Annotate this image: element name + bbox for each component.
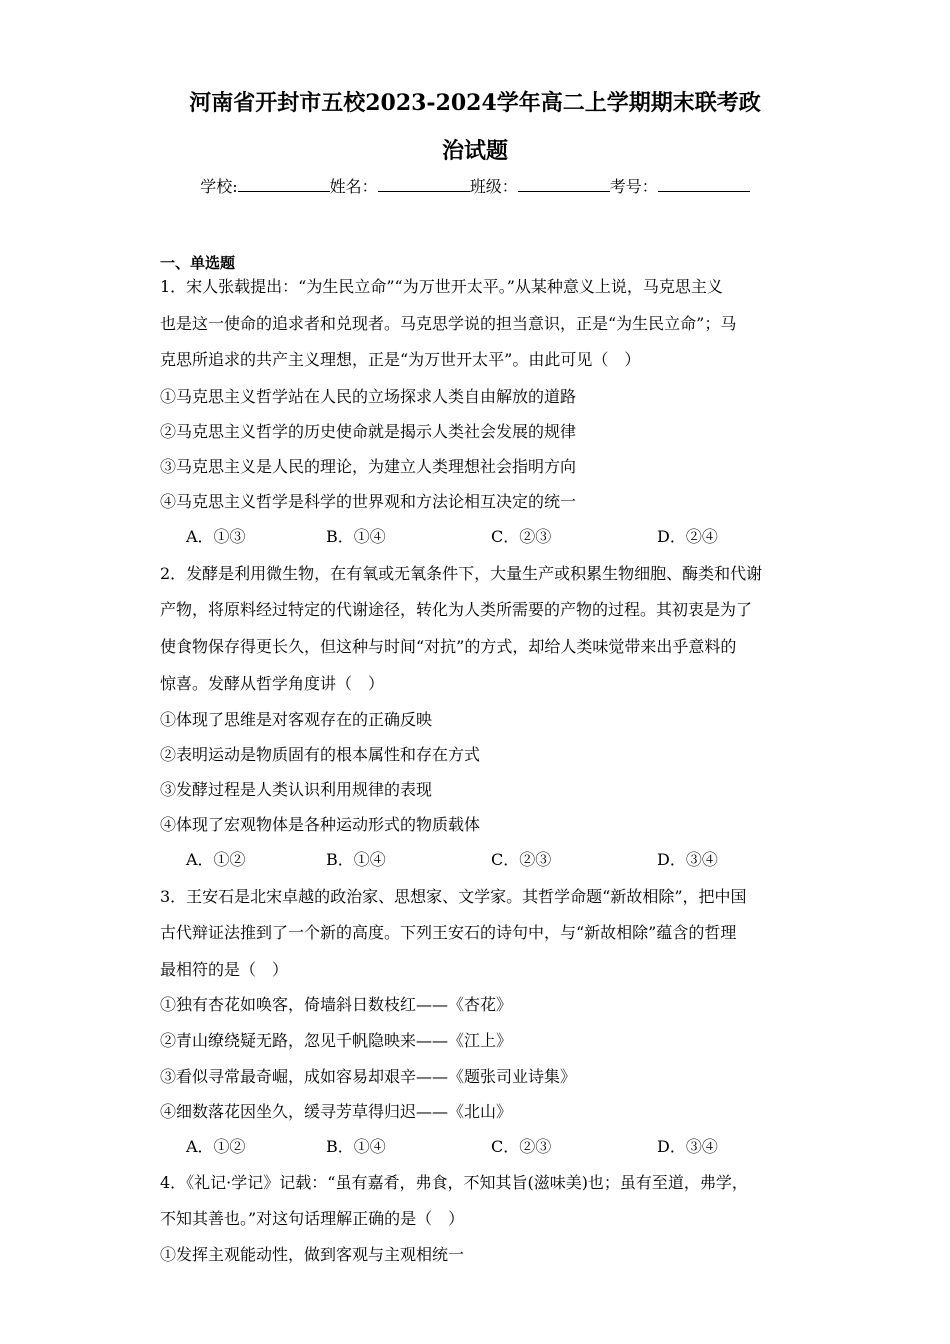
- question-1-item: ②马克思主义哲学的历史使命就是揭示人类社会发展的规律: [160, 422, 577, 441]
- question-2-line: 使食物保存得更长久，但这种与时间“对抗”的方式，却给人类味觉带来出乎意料的: [160, 637, 737, 656]
- option-a: A．①②: [186, 850, 246, 869]
- school-label: 学校:: [200, 177, 238, 196]
- student-info-row: [0, 176, 950, 198]
- option-b: B．①④: [326, 1137, 386, 1156]
- question-1-line: 1．宋人张载提出：“为生民立命”“为万世开太平。”从某种意义上说，马克思主义: [160, 277, 723, 296]
- question-1-item: ④马克思主义哲学是科学的世界观和方法论相互决定的统一: [160, 492, 577, 511]
- option-d: D．③④: [657, 850, 718, 869]
- question-2-item: ①体现了思维是对客观存在的正确反映: [160, 710, 433, 729]
- question-4-line: 不知其善也。”对这句话理解正确的是（ ）: [160, 1209, 465, 1228]
- question-2-item: ③发酵过程是人类认识利用规律的表现: [160, 780, 433, 799]
- question-2-line: 惊喜。发酵从哲学角度讲（ ）: [160, 674, 385, 693]
- section-heading: 一、单选题: [160, 254, 236, 272]
- option-a: A．①③: [186, 527, 246, 546]
- option-d: D．③④: [657, 1137, 718, 1156]
- option-d: D．②④: [657, 527, 718, 546]
- question-3-options: [186, 1136, 786, 1158]
- school-blank: [238, 176, 330, 192]
- option-c: C．②③: [491, 527, 552, 546]
- question-2-options: [186, 849, 786, 871]
- question-1-line: 也是这一使命的追求者和兑现者。马克思学说的担当意识，正是“为生民立命”；马: [160, 314, 737, 333]
- option-b: B．①④: [326, 527, 386, 546]
- exam-title-line-2: 治试题: [441, 138, 508, 164]
- question-2-item: ②表明运动是物质固有的根本属性和存在方式: [160, 745, 481, 764]
- question-1-line: 克思所追求的共产主义理想，正是“为万世开太平”。由此可见（ ）: [160, 350, 641, 369]
- question-2-line: 2．发酵是利用微生物，在有氧或无氧条件下，大量生产或积累生物细胞、酶类和代谢: [160, 564, 763, 583]
- exam-title-line-1: 河南省开封市五校2023-2024学年高二上学期期末联考政: [189, 90, 761, 116]
- option-c: C．②③: [491, 850, 552, 869]
- option-a: A．①②: [186, 1137, 246, 1156]
- question-3-item: ①独有杏花如唤客，倚墙斜日数枝红——《杏花》: [160, 995, 513, 1014]
- class-label: 班级：: [469, 177, 518, 196]
- question-4-line: 4．《礼记·学记》记载：“虽有嘉肴，弗食，不知其旨(滋味美)也；虽有至道，弗学，: [160, 1173, 748, 1192]
- class-blank: [518, 176, 610, 192]
- question-3-line: 最相符的是（ ）: [160, 960, 289, 979]
- option-b: B．①④: [326, 850, 386, 869]
- question-3-line: 古代辩证法推到了一个新的高度。下列王安石的诗句中，与“新故相除”蕴含的哲理: [160, 923, 737, 942]
- question-1-options: [186, 526, 786, 548]
- exam-no-blank: [658, 176, 750, 192]
- name-blank: [378, 176, 470, 192]
- exam-no-label: 考号：: [609, 177, 658, 196]
- question-2-line: 产物，将原料经过特定的代谢途径，转化为人类所需要的产物的过程。其初衷是为了: [160, 600, 753, 619]
- question-1-item: ①马克思主义哲学站在人民的立场探求人类自由解放的道路: [160, 387, 577, 406]
- question-3-item: ②青山缭绕疑无路，忽见千帆隐映来——《江上》: [160, 1031, 513, 1050]
- question-3-item: ③看似寻常最奇崛，成如容易却艰辛——《题张司业诗集》: [160, 1067, 577, 1086]
- question-4-item: ①发挥主观能动性，做到客观与主观相统一: [160, 1245, 465, 1264]
- question-2-item: ④体现了宏观物体是各种运动形式的物质载体: [160, 815, 481, 834]
- name-label: 姓名：: [329, 177, 378, 196]
- option-c: C．②③: [491, 1137, 552, 1156]
- question-1-item: ③马克思主义是人民的理论，为建立人类理想社会指明方向: [160, 457, 577, 476]
- question-3-item: ④细数落花因坐久，缓寻芳草得归迟——《北山》: [160, 1102, 513, 1121]
- question-3-line: 3．王安石是北宋卓越的政治家、思想家、文学家。其哲学命题“新故相除”，把中国: [160, 887, 747, 906]
